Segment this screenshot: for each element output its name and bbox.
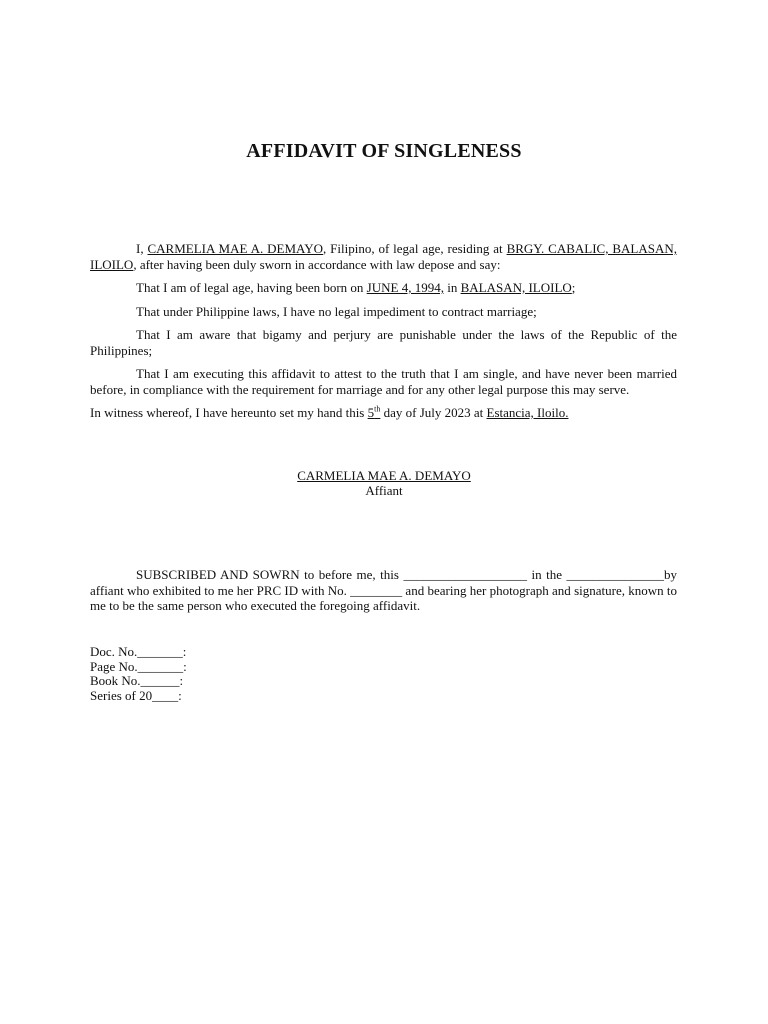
affiant-name: CARMELIA MAE A. DEMAYO	[147, 241, 323, 256]
doc-number: Doc. No._______:	[90, 644, 187, 659]
intro-text-3: , after having been duly sworn in accordance with law depose and say:	[133, 256, 501, 272]
birth-date: JUNE 4, 1994,	[366, 280, 444, 295]
signature-name: CARMELIA MAE A. DEMAYO	[297, 468, 471, 483]
witness-text-2: day of July 2023 at	[380, 405, 487, 420]
signature-role: Affiant	[365, 483, 403, 498]
purpose-paragraph: That I am executing this affidavit to attest to the truth that I am single, and have never been married before, in compliance with the requirement for marriage and for any other legal purpose this may serve.	[90, 366, 677, 397]
document-title: AFFIDAVIT OF SINGLENESS	[246, 140, 522, 162]
witness-day	[368, 405, 381, 420]
bigamy-paragraph: That I am aware that bigamy and perjury are punishable under the laws of the Republic of the Philippines;	[90, 327, 677, 358]
book-number: Book No.______:	[90, 673, 184, 688]
page-number: Page No._______:	[90, 658, 187, 674]
impediment-paragraph: That under Philippine laws, I have no legal impediment to contract marriage;	[136, 303, 537, 319]
witness-text-1: In witness whereof, I have hereunto set my hand this	[90, 405, 368, 420]
witness-day-number: 5	[367, 405, 375, 420]
birth-paragraph	[90, 280, 677, 296]
birth-text-3: ;	[571, 280, 576, 295]
birth-text-1: That I am of legal age, having been born on	[136, 280, 367, 295]
notarial-register	[90, 645, 187, 703]
series-year: Series of 20____:	[90, 687, 182, 703]
jurat-text: SUBSCRIBED AND SOWRN to before me, this ___________________ in the _______________by affiant who exhibited to me her PRC ID with No. ________ and bearing her photograph and signature, known to me to be the same person who executed the foregoing affidavit.	[90, 567, 677, 613]
jurat-block	[90, 567, 677, 614]
affidavit-body	[90, 241, 677, 429]
witness-place: Estancia, Iloilo.	[486, 405, 569, 420]
witness-day-suffix: th	[374, 404, 381, 414]
intro-text-2: , Filipino, of legal age, residing at	[323, 241, 507, 256]
intro-text-1: I,	[136, 241, 148, 256]
birth-text-2: in	[443, 280, 461, 295]
affiant-address: BRGY. CABALIC, BALASAN, ILOILO	[90, 241, 677, 272]
witness-paragraph	[90, 405, 677, 421]
intro-paragraph	[90, 241, 677, 272]
signature-block	[0, 468, 768, 498]
birth-place: BALASAN, ILOILO	[460, 280, 572, 295]
